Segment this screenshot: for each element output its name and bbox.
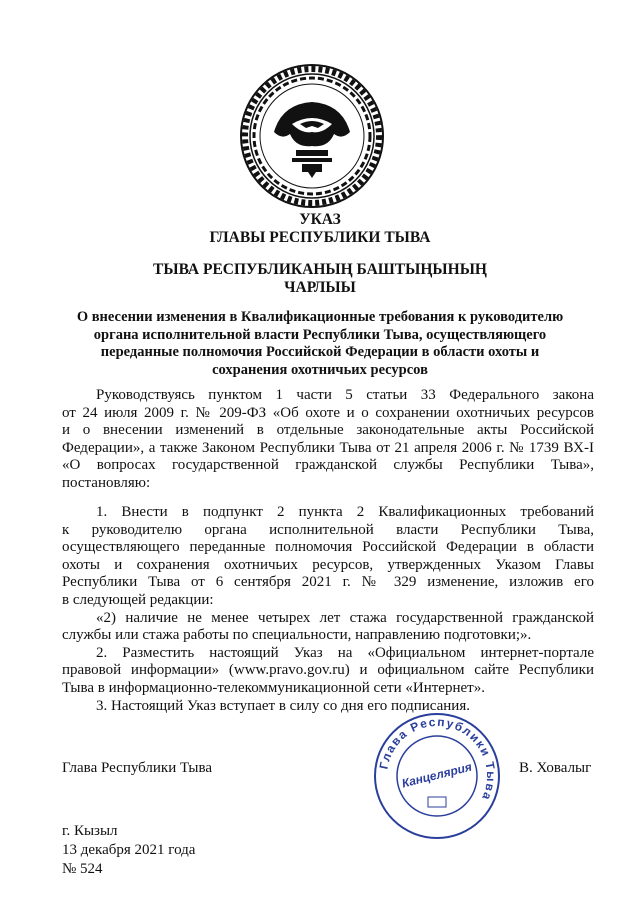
text-line: осуществляющего переданные полномочия Российской Федерации в области xyxy=(62,539,594,556)
issue-city: г. Кызыл xyxy=(62,823,118,839)
decree-title xyxy=(0,211,640,247)
svg-text:Канцелярия: Канцелярия xyxy=(400,759,474,791)
decree-items xyxy=(62,504,594,715)
issue-details xyxy=(62,822,195,879)
text-line: 1. Внести в подпункт 2 пункта 2 Квалификационных требований xyxy=(96,504,594,520)
subject-line: органа исполнительной власти Республики Тыва, осуществляющего xyxy=(93,326,547,343)
signatory-position: Глава Республики Тыва xyxy=(62,760,213,776)
text-line: Тыва в информационно-телекоммуникационной сети «Интернет». xyxy=(62,679,485,696)
title-line-1: УКАЗ xyxy=(299,211,341,228)
text-line: к руководителю органа исполнительной власти Республики Тыва, xyxy=(62,521,594,538)
subject-line: О внесении изменения в Квалификационные требования к руководителю xyxy=(76,309,564,325)
text-line: от 24 июля 2009 г. № 209-ФЗ «Об охоте и о сохранении охотничьих ресурсов xyxy=(62,404,594,421)
text-line: постановляю: xyxy=(62,474,151,491)
text-line: службы или стажа работы по специальности, направлению подготовки;». xyxy=(62,627,532,644)
svg-text:Глава Республики Тыва: Глава Республики Тыва xyxy=(376,714,499,804)
text-line: Республики Тыва от 6 сентября 2021 г. № 329 изменение, изложив его xyxy=(62,574,594,591)
text-line: «2) наличие не менее четырех лет стажа государственной гражданской xyxy=(96,609,594,626)
decree-number: № 524 xyxy=(62,861,103,877)
tuvan-line-2: ЧАРЛЫЫ xyxy=(284,279,356,296)
subject-line: сохранения охотничьих ресурсов xyxy=(212,361,428,378)
tuvan-title xyxy=(0,261,640,297)
text-line: Руководствуясь пунктом 1 части 5 статьи 33 Федерального закона xyxy=(96,387,594,403)
text-line: в следующей редакции: xyxy=(62,591,214,608)
decree-subject xyxy=(0,309,640,379)
text-line: 2. Разместить настоящий Указ на «Официальном интернет-портале xyxy=(96,644,594,661)
signatory-name: В. Ховалыг xyxy=(519,760,592,776)
subject-line: переданные полномочия Российской Федерации в области охоты и xyxy=(100,344,540,360)
preamble-paragraph xyxy=(62,387,594,493)
text-line: Федерации», а также Законом Республики Тыва от 21 апреля 2006 г. № 1739 ВХ-I xyxy=(62,439,594,456)
text-line: «О вопросах государственной гражданской службы Республики Тыва», xyxy=(62,457,594,474)
tuvan-line-1: ТЫВА РЕСПУБЛИКАНЫҢ БАШТЫҢЫНЫҢ xyxy=(153,261,487,278)
issue-date: 13 декабря 2021 года xyxy=(62,842,196,858)
title-line-2: ГЛАВЫ РЕСПУБЛИКИ ТЫВА xyxy=(209,229,431,246)
text-line: охоты и сохранения охотничьих ресурсов, утвержденных Указом Главы xyxy=(62,556,594,573)
text-line: 3. Настоящий Указ вступает в силу со дня его подписания. xyxy=(96,697,470,714)
text-line: и о внесении изменений в отдельные законодательные акты Российской xyxy=(62,422,594,439)
official-stamp xyxy=(372,711,502,841)
coat-of-arms-emblem xyxy=(238,62,386,210)
text-line: правовой информации» (www.pravo.gov.ru) и официальном сайте Республики xyxy=(62,662,594,679)
